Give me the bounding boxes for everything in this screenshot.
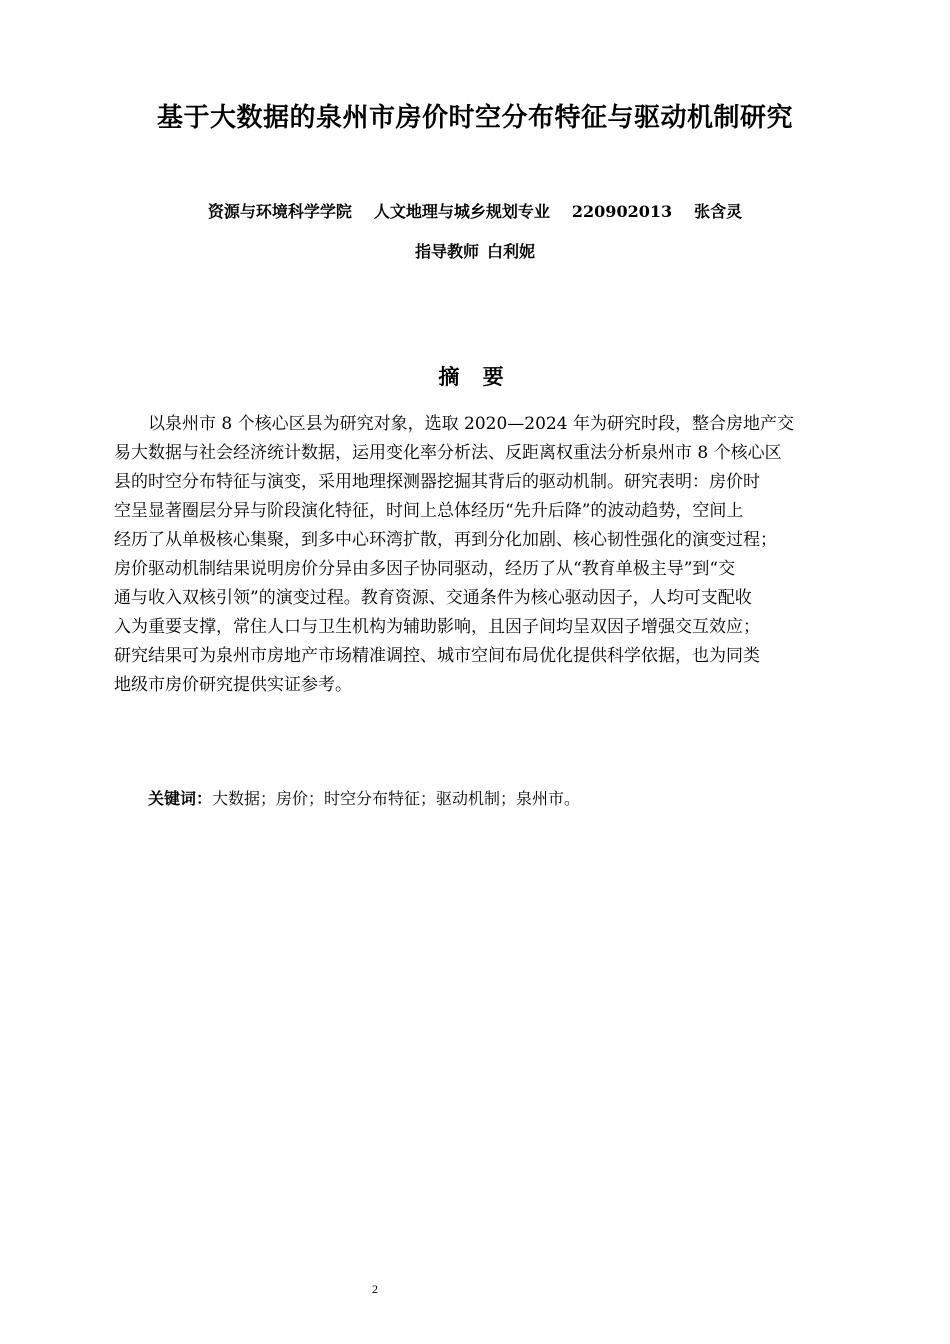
abstract-line: 经历了从单极核心集聚，到多中心环湾扩散，再到分化加剧、核心韧性强化的演变过程； <box>114 530 777 550</box>
keywords <box>148 786 580 812</box>
advisor-info <box>0 240 950 264</box>
abstract-line: 易大数据与社会经济统计数据，运用变化率分析法、反距离权重法分析泉州市 8 个核心区 <box>114 443 782 463</box>
paper-title: 基于大数据的泉州市房价时空分布特征与驱动机制研究 <box>156 103 793 133</box>
abstract-line: 房价驱动机制结果说明房价分异由多因子协同驱动，经历了从“教育单极主导”到“交 <box>114 559 736 579</box>
keywords-text: 大数据；房价；时空分布特征；驱动机制；泉州市。 <box>212 789 581 808</box>
author-student-id: 220902013 <box>571 202 673 221</box>
author-major: 人文地理与城乡规划专业 <box>373 202 550 221</box>
abstract-line: 空呈显著圈层分异与阶段演化特征，时间上总体经历“先升后降”的波动趋势，空间上 <box>114 501 744 521</box>
abstract-line: 入为重要支撑，常住人口与卫生机构为辅助影响，且因子间均呈双因子增强交互效应； <box>114 617 760 637</box>
advisor-name: 白利妮 <box>487 242 536 261</box>
abstract-heading: 摘 要 <box>438 365 512 389</box>
abstract-line: 地级市房价研究提供实证参考。 <box>114 675 352 695</box>
abstract-line: 县的时空分布特征与演变，采用地理探测器挖掘其背后的驱动机制。研究表明：房价时 <box>114 472 760 492</box>
page-number: 2 <box>372 1282 378 1296</box>
author-name: 张含灵 <box>694 202 743 221</box>
abstract-line: 通与收入双核引领”的演变过程。教育资源、交通条件为核心驱动因子，人均可支配收 <box>114 588 752 608</box>
keywords-label: 关键词： <box>148 789 213 808</box>
abstract-body <box>114 410 862 700</box>
advisor-label: 指导教师 <box>414 242 479 261</box>
author-info <box>0 200 950 224</box>
author-college: 资源与环境科学学院 <box>207 202 352 221</box>
abstract-line: 研究结果可为泉州市房地产市场精准调控、城市空间布局优化提供科学依据，也为同类 <box>114 646 760 666</box>
abstract-line: 以泉州市 8 个核心区县为研究对象，选取 2020—2024 年为研究时段，整合房地产交 <box>148 414 794 434</box>
